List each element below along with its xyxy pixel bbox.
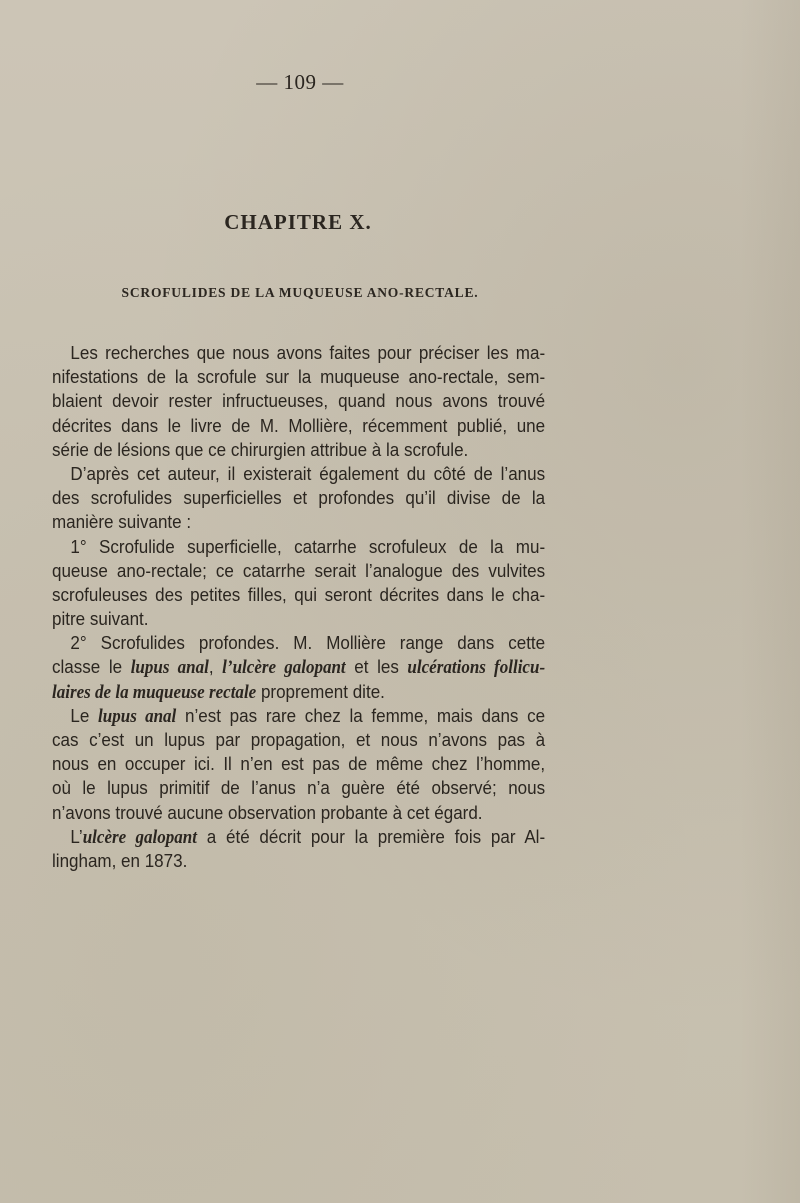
chapter-title: CHAPITRE X.	[224, 210, 372, 234]
text-line: n’avons trouvé aucune observation probante à cet égard.	[52, 801, 483, 823]
text-line: pitre suivant.	[52, 608, 149, 630]
text-line: série de lésions que ce chirurgien attribue à la scrofule.	[52, 438, 469, 460]
text-run: a été décrit pour la première fois par Al-	[196, 825, 546, 847]
section-title: SCROFULIDES DE LA MUQUEUSE ANO-RECTALE.	[121, 285, 479, 300]
text-line: 2° Scrofulides profondes. M. Mollière range dans cette	[70, 632, 546, 654]
text-run: proprement dite.	[256, 680, 385, 702]
text-line	[52, 680, 545, 704]
text-line: queuse ano-rectale; ce catarrhe serait l’analogue des vulvites	[52, 559, 546, 581]
italic-term: ulcère galopant	[82, 827, 197, 848]
text-run: classe le	[52, 656, 131, 678]
text-run: n’est pas rare chez la femme, mais dans ce	[176, 704, 546, 726]
text-line: nous en occuper ici. Il n’en est pas de même chez l’homme,	[52, 753, 546, 775]
text-line: où le lupus primitif de l’anus n’a guère été observé; nous	[52, 777, 546, 799]
italic-term: ulcérations follicu-	[407, 658, 546, 679]
text-run: L’	[70, 825, 83, 847]
italic-term: lupus anal	[98, 706, 177, 727]
text-line: décrites dans le livre de M. Mollière, récemment publié, une	[52, 414, 546, 436]
page-number: — 109 —	[256, 70, 344, 94]
text-line: des scrofulides superficielles et profondes qu’il divise de la	[52, 487, 546, 509]
italic-term: l’ulcère galopant	[222, 658, 346, 679]
text-line	[52, 655, 545, 679]
text-line: blaient devoir rester infructueuses, quand nous avons trouvé	[52, 390, 546, 412]
text-line	[52, 825, 545, 849]
text-line: manière suivante :	[52, 511, 192, 533]
text-line: scrofuleuses des petites filles, qui seront décrites dans le cha-	[52, 583, 546, 605]
text-run: Le	[70, 704, 99, 726]
italic-term: laires de la muqueuse rectale	[52, 682, 257, 703]
italic-term: lupus anal	[130, 658, 209, 679]
page-edge-shadow	[740, 0, 800, 1203]
body-text	[52, 341, 545, 873]
text-line: cas c’est un lupus par propagation, et nous n’avons pas à	[52, 729, 546, 750]
text-run: et les	[345, 656, 408, 678]
text-line: D’après cet auteur, il existerait également du côté de l’anus	[70, 462, 546, 484]
text-run: ,	[208, 656, 223, 678]
text-line	[52, 704, 545, 728]
text-line: nifestations de la scrofule sur la muqueuse ano-rectale, sem-	[52, 366, 546, 388]
text-line: 1° Scrofulide superficielle, catarrhe scrofuleux de la mu-	[70, 535, 546, 557]
text-line: lingham, en 1873.	[52, 849, 188, 871]
text-line: Les recherches que nous avons faites pour préciser les ma-	[70, 342, 546, 363]
